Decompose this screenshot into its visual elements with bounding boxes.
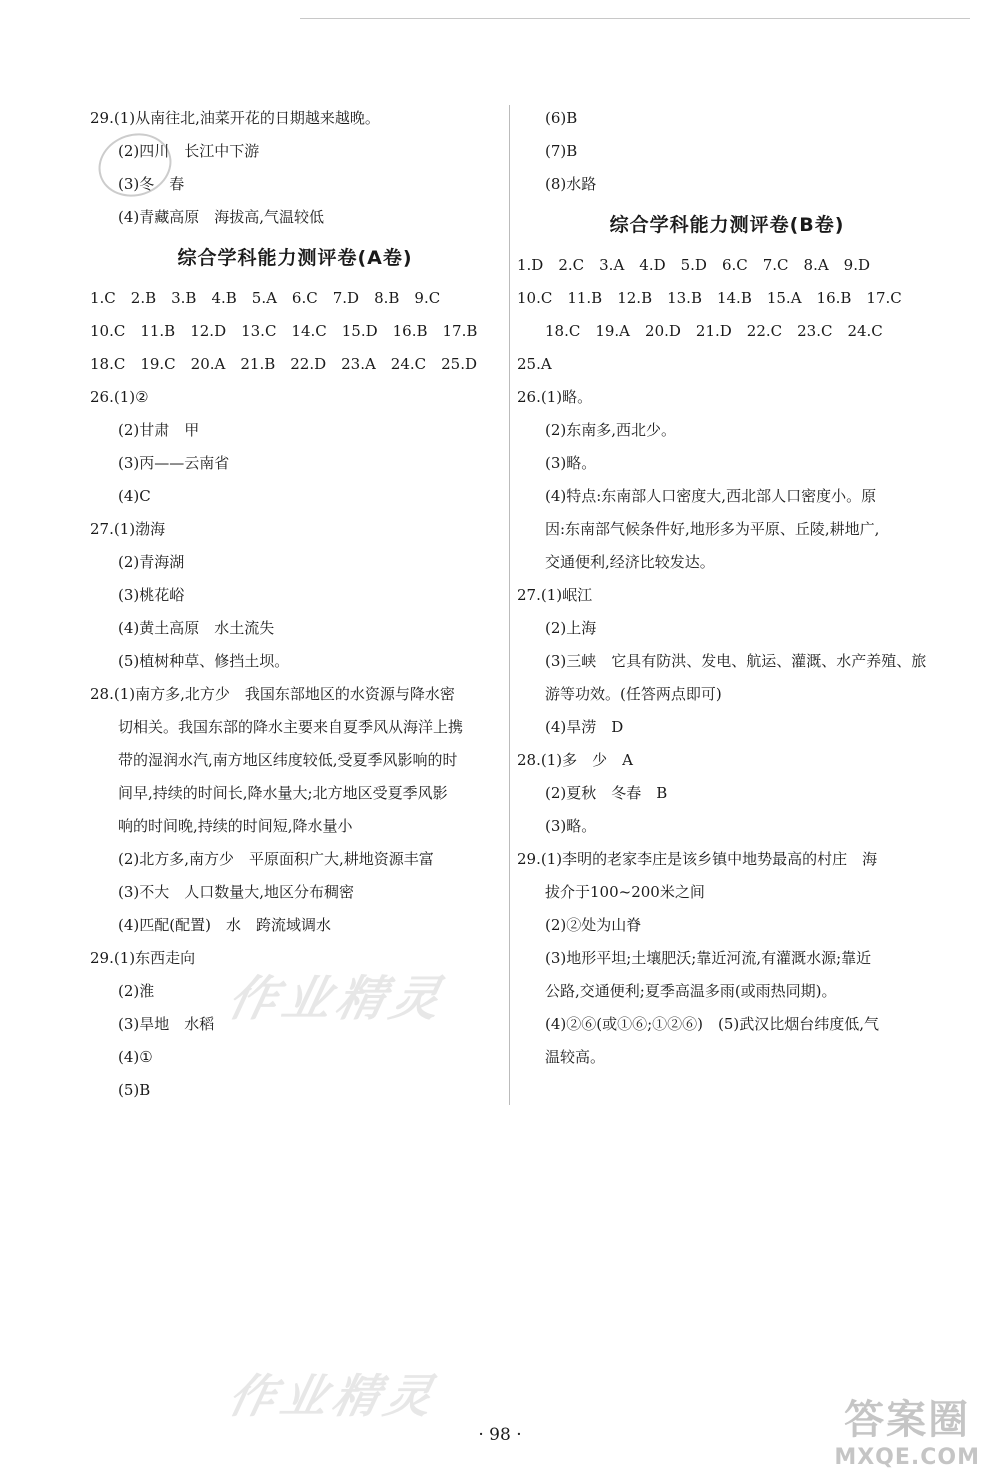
answer-line: (2)北方多,南方少 平原面积广大,耕地资源丰富: [118, 850, 434, 868]
answer-line: 公路,交通便利;夏季高温多雨(或雨热同期)。: [545, 982, 837, 1000]
answer-line: 1.D 2.C 3.A 4.D 5.D 6.C 7.C 8.A 9.D: [517, 256, 871, 274]
answer-line: 28.(1)多 少 A: [517, 751, 633, 769]
answer-line: 带的湿润水汽,南方地区纬度较低,受夏季风影响的时: [118, 751, 458, 769]
answer-line: (2)夏秋 冬春 B: [545, 784, 668, 802]
answer-line: (4)匹配(配置) 水 跨流域调水: [118, 916, 331, 934]
answer-line: 27.(1)渤海: [90, 520, 166, 538]
answer-line: (3)地形平坦;土壤肥沃;靠近河流,有灌溉水源;靠近: [545, 949, 872, 967]
answer-line: 游等功效。(任答两点即可): [545, 685, 722, 703]
answer-line: (4)青藏高原 海拔高,气温较低: [118, 208, 325, 226]
column-divider: [509, 105, 510, 1105]
section-heading: 综合学科能力测评卷(A卷): [177, 247, 413, 269]
answer-line: 18.C 19.A 20.D 21.D 22.C 23.C 24.C: [545, 322, 883, 340]
answer-line: 29.(1)李明的老家李庄是该乡镇中地势最高的村庄 海: [517, 850, 878, 868]
answer-line: (2)四川 长江中下游: [118, 142, 260, 160]
answer-line: (7)B: [545, 142, 578, 160]
answer-line: (3)不大 人口数量大,地区分布稠密: [118, 883, 355, 901]
answer-line: 温较高。: [545, 1048, 606, 1066]
answer-line: (4)特点:东南部人口密度大,西北部人口密度小。原: [545, 487, 877, 505]
answer-line: (2)青海湖: [118, 553, 185, 571]
answer-line: 25.A: [517, 355, 552, 373]
answer-line: 29.(1)从南往北,油菜开花的日期越来越晚。: [90, 109, 380, 127]
answer-line: 26.(1)略。: [517, 388, 593, 406]
answer-line: (3)丙——云南省: [118, 454, 230, 472]
answer-line: 因:东南部气候条件好,地形多为平原、丘陵,耕地广,: [545, 520, 880, 538]
answer-line: (3)三峡 它具有防洪、发电、航运、灌溉、水产养殖、旅: [545, 652, 927, 670]
answer-line: (2)东南多,西北少。: [545, 421, 677, 439]
site-watermark: [834, 1388, 980, 1470]
answer-line: (5)植树种草、修挡土坝。: [118, 652, 290, 670]
answer-line: (8)水路: [545, 175, 597, 193]
answer-line: (3)冬 春: [118, 175, 185, 193]
answer-line: 28.(1)南方多,北方少 我国东部地区的水资源与降水密: [90, 685, 455, 703]
answer-line: (3)桃花峪: [118, 586, 185, 604]
answer-line: (2)甘肃 甲: [118, 421, 200, 439]
answer-column-left: [90, 102, 500, 1107]
answer-line: 26.(1)②: [90, 388, 149, 406]
answer-line: 切相关。我国东部的降水主要来自夏季风从海洋上携: [118, 718, 464, 736]
answer-line: (2)上海: [545, 619, 597, 637]
section-heading: 综合学科能力测评卷(B卷): [609, 214, 845, 236]
answer-line: 29.(1)东西走向: [90, 949, 196, 967]
answer-line: 27.(1)岷江: [517, 586, 593, 604]
answer-line: (5)B: [118, 1081, 151, 1099]
answer-line: (4)C: [118, 487, 151, 505]
answer-line: 交通便利,经济比较发达。: [545, 553, 715, 571]
answer-line: 拔介于100~200米之间: [545, 883, 705, 901]
answer-line: (4)黄土高原 水土流失: [118, 619, 275, 637]
answer-line: 18.C 19.C 20.A 21.B 22.D 23.A 24.C 25.D: [90, 355, 478, 373]
answer-line: (2)淮: [118, 982, 155, 1000]
watermark-bottom: 作业精灵: [223, 1369, 444, 1423]
answer-line: 响的时间晚,持续的时间短,降水量小: [118, 817, 353, 835]
answer-line: (4)②⑥(或①⑥;①②⑥) (5)武汉比烟台纬度低,气: [545, 1015, 880, 1033]
answer-line: (6)B: [545, 109, 578, 127]
answer-line: 10.C 11.B 12.D 13.C 14.C 15.D 16.B 17.B: [90, 322, 478, 340]
answer-line: 1.C 2.B 3.B 4.B 5.A 6.C 7.D 8.B 9.C: [90, 289, 441, 307]
answer-line: (3)略。: [545, 817, 597, 835]
answer-line: 10.C 11.B 12.B 13.B 14.B 15.A 16.B 17.C: [517, 289, 902, 307]
watermark-mid: 作业精灵: [223, 971, 452, 1027]
site-watermark-url: MXQE.COM: [834, 1445, 980, 1470]
site-watermark-title: 答案圈: [844, 1397, 971, 1443]
answer-line: (3)旱地 水稻: [118, 1015, 215, 1033]
page-number: · 98 ·: [478, 1425, 522, 1445]
answer-line: 间早,持续的时间长,降水量大;北方地区受夏季风影: [118, 784, 448, 802]
answer-line: (4)①: [118, 1048, 153, 1066]
answer-line: (4)旱涝 D: [545, 718, 624, 736]
answer-line: (3)略。: [545, 454, 597, 472]
answer-line: (2)②处为山脊: [545, 916, 642, 934]
answer-column-right: [517, 102, 937, 1074]
top-rule: [300, 18, 970, 19]
